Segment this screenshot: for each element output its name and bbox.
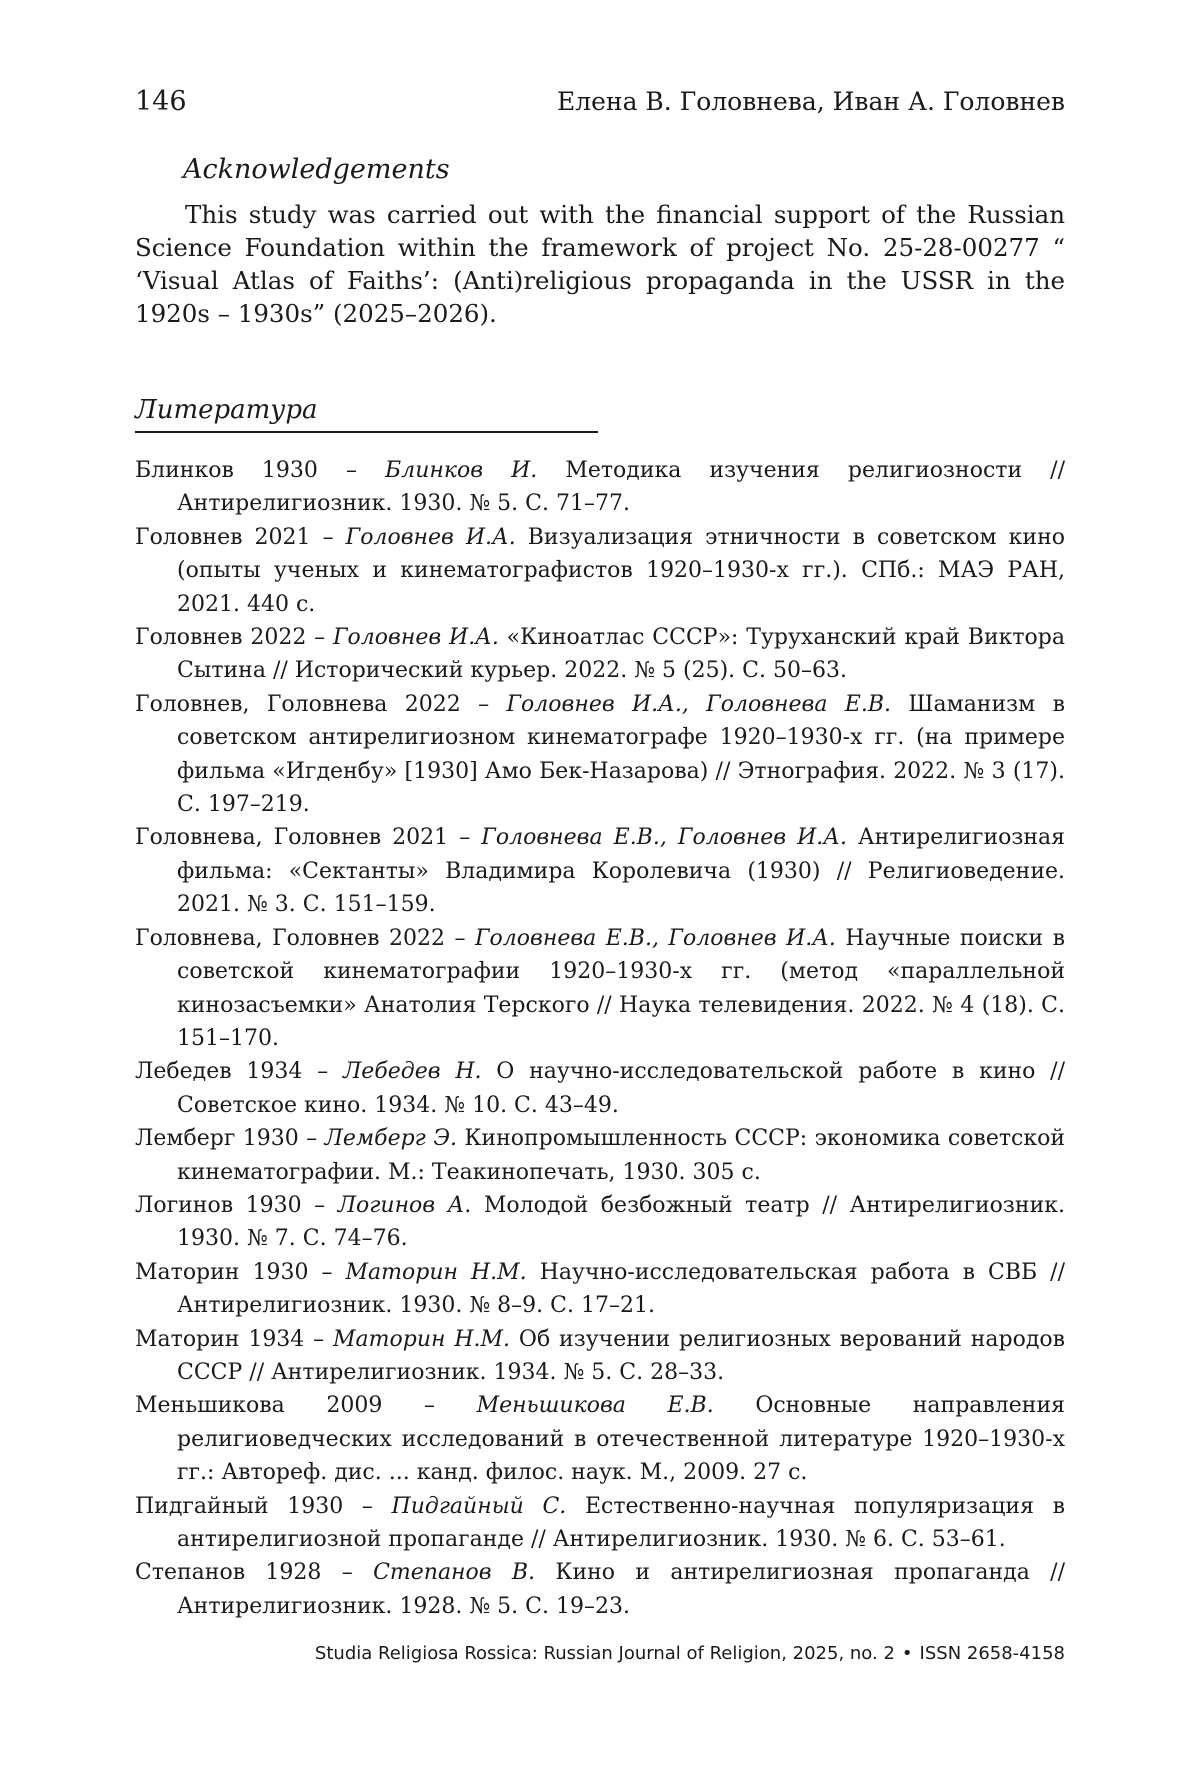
reference-author: Головнев И.А. xyxy=(332,625,499,651)
reference-item xyxy=(135,1122,1065,1189)
reference-key: Головнев, Головнева 2022 – xyxy=(135,691,507,717)
reference-key: Лебедев 1934 – xyxy=(135,1059,343,1085)
journal-footer xyxy=(315,1640,1065,1668)
footer-separator: • xyxy=(901,1643,913,1664)
reference-key: Меньшикова 2009 – xyxy=(135,1393,477,1419)
reference-author: Блинков И. xyxy=(385,458,538,483)
reference-text: О научно-исследовательской работе в кино // Советское кино. 1934. № 10. С. 43–49. xyxy=(177,1059,1066,1118)
reference-author: Степанов В. xyxy=(373,1560,536,1586)
running-head xyxy=(135,82,1065,126)
reference-item xyxy=(135,1189,1065,1256)
reference-item xyxy=(135,1256,1065,1323)
literature-heading: Литература xyxy=(135,395,318,425)
reference-key: Лемберг 1930 – xyxy=(135,1126,325,1152)
reference-list xyxy=(135,454,1065,1623)
reference-text: Визуализация этничности в советском кино (опыты ученых и кинематографистов 1920–1930-х гг.). СПб.: МАЭ РАН, 2021. 440 с. xyxy=(177,524,1065,617)
reference-text: Молодой безбожный театр // Антирелигиозник. 1930. № 7. С. 74–76. xyxy=(177,1192,1065,1252)
reference-author: Лемберг Э. xyxy=(324,1126,458,1152)
reference-author: Меньшикова Е.В. xyxy=(476,1393,714,1419)
reference-item xyxy=(135,1389,1065,1489)
reference-item xyxy=(135,688,1065,822)
reference-item xyxy=(135,621,1065,688)
reference-author: Логинов А. xyxy=(337,1192,472,1218)
reference-item xyxy=(135,821,1065,921)
reference-text: Методика изучения религиозности // Антирелигиозник. 1930. № 5. С. 71–77. xyxy=(177,458,1065,517)
reference-key: Логинов 1930 – xyxy=(135,1192,338,1218)
reference-item xyxy=(135,454,1065,521)
reference-key: Блинков 1930 – xyxy=(135,458,386,483)
reference-author: Маторин Н.М. xyxy=(333,1326,511,1352)
reference-text: Шаманизм в советском антирелигиозном кинематографе 1920–1930-х гг. (на примере фильма «Игденбу» [1930] Амо Бек-Назарова) // Этнография. 2022. № 3 (17). С. 197–219. xyxy=(177,691,1065,818)
reference-text: Научные поиски в советской кинематографии 1920–1930-х гг. (метод «параллельной кинозасъемки» Анатолия Терского // Наука телевидения. 2022. № 4 (18). С. 151–170. xyxy=(177,925,1066,1051)
reference-key: Маторин 1930 – xyxy=(135,1259,346,1285)
reference-text: Кино и антирелигиозная пропаганда // Антирелигиозник. 1928. № 5. С. 19–23. xyxy=(177,1560,1065,1619)
reference-item xyxy=(135,1055,1065,1122)
reference-key: Головнева, Головнев 2021 – xyxy=(135,825,482,851)
running-title: Елена В. Головнева, Иван А. Головнев xyxy=(556,87,1065,116)
reference-text: Естественно-научная популяризация в антирелигиозной пропаганде // Антирелигиозник. 1930. № 6. С. 53–61. xyxy=(177,1493,1065,1552)
reference-item xyxy=(135,1556,1065,1623)
section-divider xyxy=(135,431,598,433)
reference-key: Головнев 2022 – xyxy=(135,625,333,651)
reference-author: Пидгайный С. xyxy=(391,1493,567,1519)
reference-key: Пидгайный 1930 – xyxy=(135,1493,392,1519)
reference-key: Маторин 1934 – xyxy=(135,1326,334,1352)
reference-text: Об изучении религиозных верований народов СССР // Антирелигиозник. 1934. № 5. С. 28–33. xyxy=(177,1326,1066,1385)
reference-text: Кинопромышленность СССР: экономика советской кинематографии. М.: Теакинопечать, 1930. 305 с. xyxy=(177,1126,1065,1185)
journal-citation: Studia Religiosa Rossica: Russian Journal of Religion, 2025, no. 2 xyxy=(314,1643,895,1664)
reference-text: «Киноатлас СССР»: Туруханский край Виктора Сытина // Исторический курьер. 2022. № 5 (25). С. 50–63. xyxy=(177,625,1065,684)
reference-author: Маторин Н.М. xyxy=(345,1259,527,1285)
reference-item xyxy=(135,922,1065,1056)
reference-key: Головнев 2021 – xyxy=(135,524,346,550)
reference-item xyxy=(135,521,1065,621)
reference-author: Головнева Е.В., Головнев И.А. xyxy=(481,825,847,851)
reference-author: Лебедев Н. xyxy=(342,1059,482,1085)
reference-author: Головнева Е.В., Головнев И.А. xyxy=(474,925,836,951)
reference-author: Головнев И.А. xyxy=(345,524,516,550)
reference-text: Научно-исследовательская работа в СВБ // Антирелигиозник. 1930. № 8–9. С. 17–21. xyxy=(177,1259,1066,1319)
reference-author: Головнев И.А., Головнева Е.В. xyxy=(506,691,892,717)
reference-item xyxy=(135,1490,1065,1557)
reference-text: Основные направления религиоведческих исследований в отечественной литературе 1920–1930-х гг.: Автореф. дис. ... канд. филос. наук. М., 2009. 27 с. xyxy=(177,1393,1065,1486)
acknowledgements-heading: Acknowledgements xyxy=(183,154,450,185)
reference-item xyxy=(135,1323,1065,1390)
reference-key: Степанов 1928 – xyxy=(135,1560,374,1586)
page-number: 146 xyxy=(135,86,187,117)
reference-text: Антирелигиозная фильма: «Сектанты» Владимира Королевича (1930) // Религиоведение. 2021. № 3. С. 151–159. xyxy=(177,825,1066,918)
reference-key: Головнева, Головнев 2022 – xyxy=(135,925,475,951)
issn: ISSN 2658-4158 xyxy=(919,1643,1065,1664)
acknowledgements-text: This study was carried out with the financial support of the Russian Science Foundation within the framework of project No. 25-28-00277 “ ‘Visual Atlas of Faiths’: (Anti)religious propaganda in the USSR in the 1920s – 1930s” (2025–2026). xyxy=(135,200,1065,328)
